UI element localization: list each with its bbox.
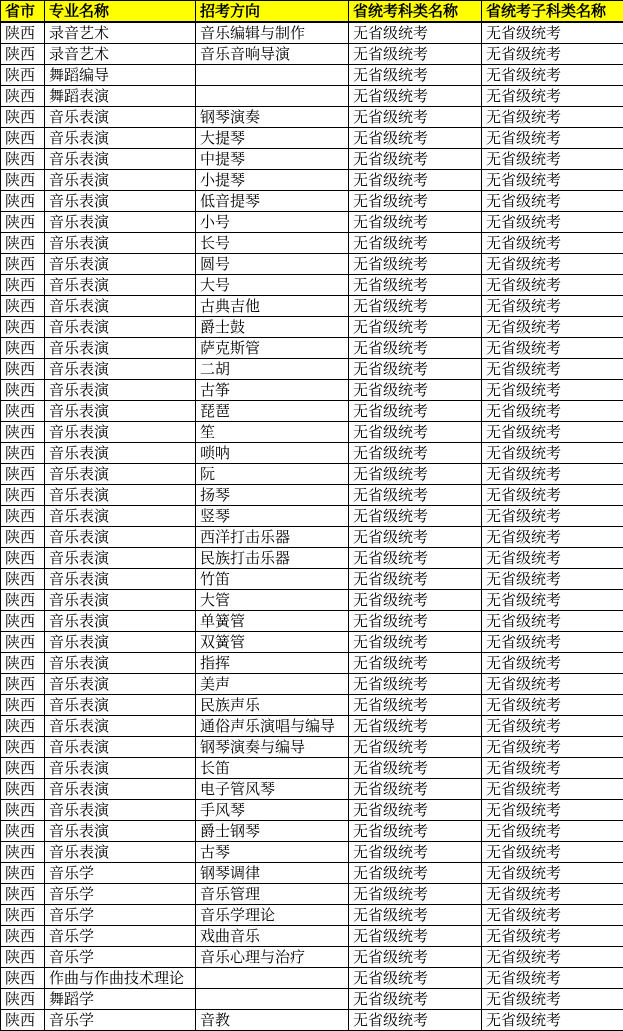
- cell-category: 无省级统考: [349, 464, 482, 485]
- cell-subcategory: 无省级统考: [482, 590, 623, 611]
- table-row: [1, 86, 623, 107]
- cell-category: 无省级统考: [349, 128, 482, 149]
- cell-province: 陕西: [1, 443, 45, 464]
- cell-direction: 戏曲音乐: [196, 926, 349, 947]
- cell-major: 音乐表演: [45, 128, 196, 149]
- cell-subcategory: 无省级统考: [482, 800, 623, 821]
- cell-major: 音乐表演: [45, 695, 196, 716]
- cell-direction: 钢琴调律: [196, 863, 349, 884]
- table-row: [1, 926, 623, 947]
- cell-major: 音乐学: [45, 884, 196, 905]
- table-row: [1, 464, 623, 485]
- cell-direction: 钢琴演奏与编导: [196, 737, 349, 758]
- cell-category: 无省级统考: [349, 884, 482, 905]
- cell-major: 音乐表演: [45, 716, 196, 737]
- cell-category: 无省级统考: [349, 863, 482, 884]
- cell-subcategory: 无省级统考: [482, 758, 623, 779]
- cell-province: 陕西: [1, 170, 45, 191]
- cell-subcategory: 无省级统考: [482, 233, 623, 254]
- cell-direction: 音乐学理论: [196, 905, 349, 926]
- cell-category: 无省级统考: [349, 947, 482, 968]
- cell-province: 陕西: [1, 506, 45, 527]
- cell-major: 舞蹈学: [45, 989, 196, 1010]
- cell-province: 陕西: [1, 989, 45, 1010]
- cell-province: 陕西: [1, 632, 45, 653]
- cell-major: 音乐表演: [45, 527, 196, 548]
- cell-major: 舞蹈编导: [45, 65, 196, 86]
- cell-major: 音乐表演: [45, 590, 196, 611]
- cell-province: 陕西: [1, 926, 45, 947]
- cell-major: 录音艺术: [45, 44, 196, 65]
- cell-direction: 古筝: [196, 380, 349, 401]
- table-row: [1, 22, 623, 44]
- table-row: [1, 968, 623, 989]
- cell-direction: 扬琴: [196, 485, 349, 506]
- cell-major: 音乐表演: [45, 758, 196, 779]
- cell-province: 陕西: [1, 191, 45, 212]
- cell-major: 音乐表演: [45, 611, 196, 632]
- cell-direction: [196, 65, 349, 86]
- cell-subcategory: 无省级统考: [482, 947, 623, 968]
- table-row: [1, 527, 623, 548]
- cell-province: 陕西: [1, 359, 45, 380]
- cell-province: 陕西: [1, 800, 45, 821]
- cell-major: 舞蹈表演: [45, 86, 196, 107]
- table-row: [1, 359, 623, 380]
- cell-category: 无省级统考: [349, 968, 482, 989]
- cell-subcategory: 无省级统考: [482, 254, 623, 275]
- cell-category: 无省级统考: [349, 296, 482, 317]
- cell-subcategory: 无省级统考: [482, 464, 623, 485]
- cell-subcategory: 无省级统考: [482, 275, 623, 296]
- cell-direction: 阮: [196, 464, 349, 485]
- cell-major: 音乐表演: [45, 485, 196, 506]
- cell-direction: 钢琴演奏: [196, 107, 349, 128]
- cell-province: 陕西: [1, 275, 45, 296]
- table-row: [1, 506, 623, 527]
- cell-category: 无省级统考: [349, 65, 482, 86]
- table-row: [1, 779, 623, 800]
- cell-subcategory: 无省级统考: [482, 716, 623, 737]
- col-header-major: 专业名称: [45, 1, 196, 23]
- table-row: [1, 905, 623, 926]
- cell-category: 无省级统考: [349, 170, 482, 191]
- cell-direction: [196, 968, 349, 989]
- cell-province: 陕西: [1, 548, 45, 569]
- table-body: [1, 22, 623, 1031]
- cell-province: 陕西: [1, 1010, 45, 1031]
- cell-category: 无省级统考: [349, 506, 482, 527]
- cell-major: 音乐表演: [45, 254, 196, 275]
- cell-direction: 中提琴: [196, 149, 349, 170]
- cell-direction: 民族声乐: [196, 695, 349, 716]
- cell-major: 音乐表演: [45, 779, 196, 800]
- cell-major: 音乐表演: [45, 359, 196, 380]
- cell-province: 陕西: [1, 590, 45, 611]
- cell-province: 陕西: [1, 86, 45, 107]
- cell-category: 无省级统考: [349, 569, 482, 590]
- cell-subcategory: 无省级统考: [482, 632, 623, 653]
- cell-direction: [196, 989, 349, 1010]
- table-row: [1, 65, 623, 86]
- cell-category: 无省级统考: [349, 338, 482, 359]
- cell-major: 音乐学: [45, 905, 196, 926]
- cell-major: 音乐表演: [45, 548, 196, 569]
- cell-province: 陕西: [1, 485, 45, 506]
- table-row: [1, 107, 623, 128]
- cell-subcategory: 无省级统考: [482, 149, 623, 170]
- cell-category: 无省级统考: [349, 191, 482, 212]
- cell-direction: 音乐管理: [196, 884, 349, 905]
- cell-province: 陕西: [1, 233, 45, 254]
- cell-category: 无省级统考: [349, 653, 482, 674]
- table-row: [1, 800, 623, 821]
- cell-direction: 小号: [196, 212, 349, 233]
- cell-direction: 大管: [196, 590, 349, 611]
- cell-subcategory: 无省级统考: [482, 548, 623, 569]
- cell-category: 无省级统考: [349, 527, 482, 548]
- cell-subcategory: 无省级统考: [482, 779, 623, 800]
- cell-major: 音乐表演: [45, 380, 196, 401]
- cell-province: 陕西: [1, 569, 45, 590]
- table-row: [1, 884, 623, 905]
- table-row: [1, 590, 623, 611]
- cell-category: 无省级统考: [349, 695, 482, 716]
- cell-category: 无省级统考: [349, 86, 482, 107]
- table-row: [1, 548, 623, 569]
- table-row: [1, 338, 623, 359]
- cell-subcategory: 无省级统考: [482, 107, 623, 128]
- cell-direction: 长笛: [196, 758, 349, 779]
- cell-major: 音乐学: [45, 947, 196, 968]
- cell-subcategory: 无省级统考: [482, 65, 623, 86]
- table-row: [1, 380, 623, 401]
- table-row: [1, 128, 623, 149]
- cell-subcategory: 无省级统考: [482, 485, 623, 506]
- cell-category: 无省级统考: [349, 44, 482, 65]
- cell-subcategory: 无省级统考: [482, 653, 623, 674]
- cell-province: 陕西: [1, 422, 45, 443]
- cell-category: 无省级统考: [349, 926, 482, 947]
- cell-major: 音乐表演: [45, 674, 196, 695]
- cell-major: 音乐表演: [45, 632, 196, 653]
- cell-category: 无省级统考: [349, 317, 482, 338]
- cell-major: 音乐表演: [45, 422, 196, 443]
- cell-category: 无省级统考: [349, 22, 482, 44]
- cell-subcategory: 无省级统考: [482, 884, 623, 905]
- cell-province: 陕西: [1, 149, 45, 170]
- table-row: [1, 44, 623, 65]
- cell-direction: 民族打击乐器: [196, 548, 349, 569]
- cell-category: 无省级统考: [349, 737, 482, 758]
- col-header-direction: 招考方向: [196, 1, 349, 23]
- cell-major: 音乐表演: [45, 464, 196, 485]
- cell-province: 陕西: [1, 674, 45, 695]
- cell-major: 音乐学: [45, 863, 196, 884]
- cell-subcategory: 无省级统考: [482, 128, 623, 149]
- cell-category: 无省级统考: [349, 989, 482, 1010]
- cell-subcategory: 无省级统考: [482, 191, 623, 212]
- cell-province: 陕西: [1, 107, 45, 128]
- table-row: [1, 212, 623, 233]
- cell-direction: 音乐音响导演: [196, 44, 349, 65]
- cell-province: 陕西: [1, 821, 45, 842]
- cell-subcategory: 无省级统考: [482, 611, 623, 632]
- cell-category: 无省级统考: [349, 359, 482, 380]
- cell-subcategory: 无省级统考: [482, 170, 623, 191]
- table-row: [1, 1010, 623, 1031]
- table-row: [1, 863, 623, 884]
- cell-major: 音乐表演: [45, 212, 196, 233]
- cell-province: 陕西: [1, 863, 45, 884]
- cell-province: 陕西: [1, 254, 45, 275]
- table-row: [1, 296, 623, 317]
- cell-direction: 唢呐: [196, 443, 349, 464]
- cell-category: 无省级统考: [349, 800, 482, 821]
- table-row: [1, 758, 623, 779]
- cell-major: 音乐表演: [45, 401, 196, 422]
- table-row: [1, 632, 623, 653]
- cell-subcategory: 无省级统考: [482, 989, 623, 1010]
- cell-category: 无省级统考: [349, 779, 482, 800]
- cell-province: 陕西: [1, 22, 45, 44]
- cell-subcategory: 无省级统考: [482, 380, 623, 401]
- cell-subcategory: 无省级统考: [482, 737, 623, 758]
- table-row: [1, 989, 623, 1010]
- cell-province: 陕西: [1, 842, 45, 863]
- cell-province: 陕西: [1, 212, 45, 233]
- cell-category: 无省级统考: [349, 611, 482, 632]
- cell-province: 陕西: [1, 653, 45, 674]
- cell-direction: 双簧管: [196, 632, 349, 653]
- cell-major: 音乐表演: [45, 233, 196, 254]
- cell-major: 音乐表演: [45, 737, 196, 758]
- table-row: [1, 275, 623, 296]
- cell-subcategory: 无省级统考: [482, 842, 623, 863]
- cell-category: 无省级统考: [349, 548, 482, 569]
- cell-major: 音乐表演: [45, 569, 196, 590]
- cell-category: 无省级统考: [349, 401, 482, 422]
- cell-direction: 音教: [196, 1010, 349, 1031]
- cell-major: 音乐学: [45, 1010, 196, 1031]
- cell-province: 陕西: [1, 338, 45, 359]
- cell-direction: 电子管风琴: [196, 779, 349, 800]
- cell-major: 音乐表演: [45, 506, 196, 527]
- cell-province: 陕西: [1, 695, 45, 716]
- cell-category: 无省级统考: [349, 842, 482, 863]
- cell-province: 陕西: [1, 737, 45, 758]
- table-row: [1, 254, 623, 275]
- cell-province: 陕西: [1, 380, 45, 401]
- cell-category: 无省级统考: [349, 485, 482, 506]
- cell-direction: 低音提琴: [196, 191, 349, 212]
- cell-major: 音乐表演: [45, 338, 196, 359]
- cell-direction: 琵琶: [196, 401, 349, 422]
- cell-category: 无省级统考: [349, 590, 482, 611]
- table-row: [1, 170, 623, 191]
- cell-subcategory: 无省级统考: [482, 569, 623, 590]
- table-row: [1, 191, 623, 212]
- cell-province: 陕西: [1, 947, 45, 968]
- cell-major: 作曲与作曲技术理论: [45, 968, 196, 989]
- cell-subcategory: 无省级统考: [482, 338, 623, 359]
- table-row: [1, 611, 623, 632]
- cell-direction: 音乐心理与治疗: [196, 947, 349, 968]
- cell-subcategory: 无省级统考: [482, 674, 623, 695]
- table-row: [1, 695, 623, 716]
- cell-subcategory: 无省级统考: [482, 905, 623, 926]
- table-row: [1, 443, 623, 464]
- cell-direction: 萨克斯管: [196, 338, 349, 359]
- cell-category: 无省级统考: [349, 821, 482, 842]
- cell-subcategory: 无省级统考: [482, 527, 623, 548]
- cell-category: 无省级统考: [349, 443, 482, 464]
- cell-major: 音乐表演: [45, 653, 196, 674]
- cell-category: 无省级统考: [349, 275, 482, 296]
- cell-subcategory: 无省级统考: [482, 22, 623, 44]
- cell-province: 陕西: [1, 401, 45, 422]
- cell-major: 音乐表演: [45, 191, 196, 212]
- table-row: [1, 317, 623, 338]
- table-row: [1, 821, 623, 842]
- cell-province: 陕西: [1, 464, 45, 485]
- cell-direction: 古典吉他: [196, 296, 349, 317]
- cell-category: 无省级统考: [349, 422, 482, 443]
- cell-direction: 手风琴: [196, 800, 349, 821]
- cell-direction: 美声: [196, 674, 349, 695]
- cell-province: 陕西: [1, 968, 45, 989]
- cell-direction: 通俗声乐演唱与编导: [196, 716, 349, 737]
- cell-category: 无省级统考: [349, 716, 482, 737]
- cell-category: 无省级统考: [349, 380, 482, 401]
- cell-direction: 爵士鼓: [196, 317, 349, 338]
- cell-subcategory: 无省级统考: [482, 212, 623, 233]
- cell-direction: 单簧管: [196, 611, 349, 632]
- cell-direction: 长号: [196, 233, 349, 254]
- cell-major: 音乐表演: [45, 842, 196, 863]
- cell-subcategory: 无省级统考: [482, 317, 623, 338]
- cell-subcategory: 无省级统考: [482, 422, 623, 443]
- cell-province: 陕西: [1, 527, 45, 548]
- header-row: [1, 1, 623, 23]
- cell-subcategory: 无省级统考: [482, 443, 623, 464]
- cell-major: 音乐表演: [45, 821, 196, 842]
- cell-subcategory: 无省级统考: [482, 1010, 623, 1031]
- table-row: [1, 233, 623, 254]
- cell-direction: [196, 86, 349, 107]
- col-header-category: 省统考科类名称: [349, 1, 482, 23]
- cell-category: 无省级统考: [349, 149, 482, 170]
- cell-category: 无省级统考: [349, 674, 482, 695]
- cell-direction: 二胡: [196, 359, 349, 380]
- cell-category: 无省级统考: [349, 1010, 482, 1031]
- cell-category: 无省级统考: [349, 758, 482, 779]
- cell-province: 陕西: [1, 884, 45, 905]
- cell-province: 陕西: [1, 128, 45, 149]
- table-row: [1, 716, 623, 737]
- table-row: [1, 737, 623, 758]
- col-header-province: 省市: [1, 1, 45, 23]
- cell-subcategory: 无省级统考: [482, 863, 623, 884]
- table-row: [1, 569, 623, 590]
- cell-subcategory: 无省级统考: [482, 86, 623, 107]
- table-row: [1, 401, 623, 422]
- cell-direction: 竖琴: [196, 506, 349, 527]
- cell-subcategory: 无省级统考: [482, 359, 623, 380]
- cell-direction: 笙: [196, 422, 349, 443]
- cell-subcategory: 无省级统考: [482, 821, 623, 842]
- cell-province: 陕西: [1, 905, 45, 926]
- table-row: [1, 149, 623, 170]
- cell-category: 无省级统考: [349, 632, 482, 653]
- cell-direction: 指挥: [196, 653, 349, 674]
- cell-category: 无省级统考: [349, 905, 482, 926]
- cell-major: 音乐表演: [45, 170, 196, 191]
- table-row: [1, 653, 623, 674]
- cell-direction: 西洋打击乐器: [196, 527, 349, 548]
- cell-province: 陕西: [1, 65, 45, 86]
- cell-direction: 音乐编辑与制作: [196, 22, 349, 44]
- cell-category: 无省级统考: [349, 212, 482, 233]
- table-row: [1, 674, 623, 695]
- cell-direction: 爵士钢琴: [196, 821, 349, 842]
- cell-province: 陕西: [1, 779, 45, 800]
- table-row: [1, 947, 623, 968]
- cell-subcategory: 无省级统考: [482, 296, 623, 317]
- cell-province: 陕西: [1, 716, 45, 737]
- table-row: [1, 842, 623, 863]
- cell-province: 陕西: [1, 317, 45, 338]
- cell-category: 无省级统考: [349, 233, 482, 254]
- cell-direction: 大号: [196, 275, 349, 296]
- col-header-subcategory: 省统考子科类名称: [482, 1, 623, 23]
- cell-direction: 小提琴: [196, 170, 349, 191]
- cell-major: 音乐表演: [45, 317, 196, 338]
- cell-subcategory: 无省级统考: [482, 44, 623, 65]
- cell-direction: 古琴: [196, 842, 349, 863]
- cell-direction: 大提琴: [196, 128, 349, 149]
- cell-category: 无省级统考: [349, 107, 482, 128]
- cell-subcategory: 无省级统考: [482, 401, 623, 422]
- cell-major: 音乐表演: [45, 800, 196, 821]
- cell-province: 陕西: [1, 44, 45, 65]
- table-row: [1, 485, 623, 506]
- cell-province: 陕西: [1, 611, 45, 632]
- cell-subcategory: 无省级统考: [482, 506, 623, 527]
- cell-subcategory: 无省级统考: [482, 968, 623, 989]
- cell-direction: 圆号: [196, 254, 349, 275]
- cell-major: 录音艺术: [45, 22, 196, 44]
- cell-major: 音乐表演: [45, 296, 196, 317]
- cell-province: 陕西: [1, 296, 45, 317]
- cell-major: 音乐表演: [45, 275, 196, 296]
- table-row: [1, 422, 623, 443]
- cell-province: 陕西: [1, 758, 45, 779]
- cell-major: 音乐学: [45, 926, 196, 947]
- cell-major: 音乐表演: [45, 149, 196, 170]
- cell-major: 音乐表演: [45, 107, 196, 128]
- cell-category: 无省级统考: [349, 254, 482, 275]
- cell-subcategory: 无省级统考: [482, 695, 623, 716]
- cell-direction: 竹笛: [196, 569, 349, 590]
- cell-major: 音乐表演: [45, 443, 196, 464]
- cell-subcategory: 无省级统考: [482, 926, 623, 947]
